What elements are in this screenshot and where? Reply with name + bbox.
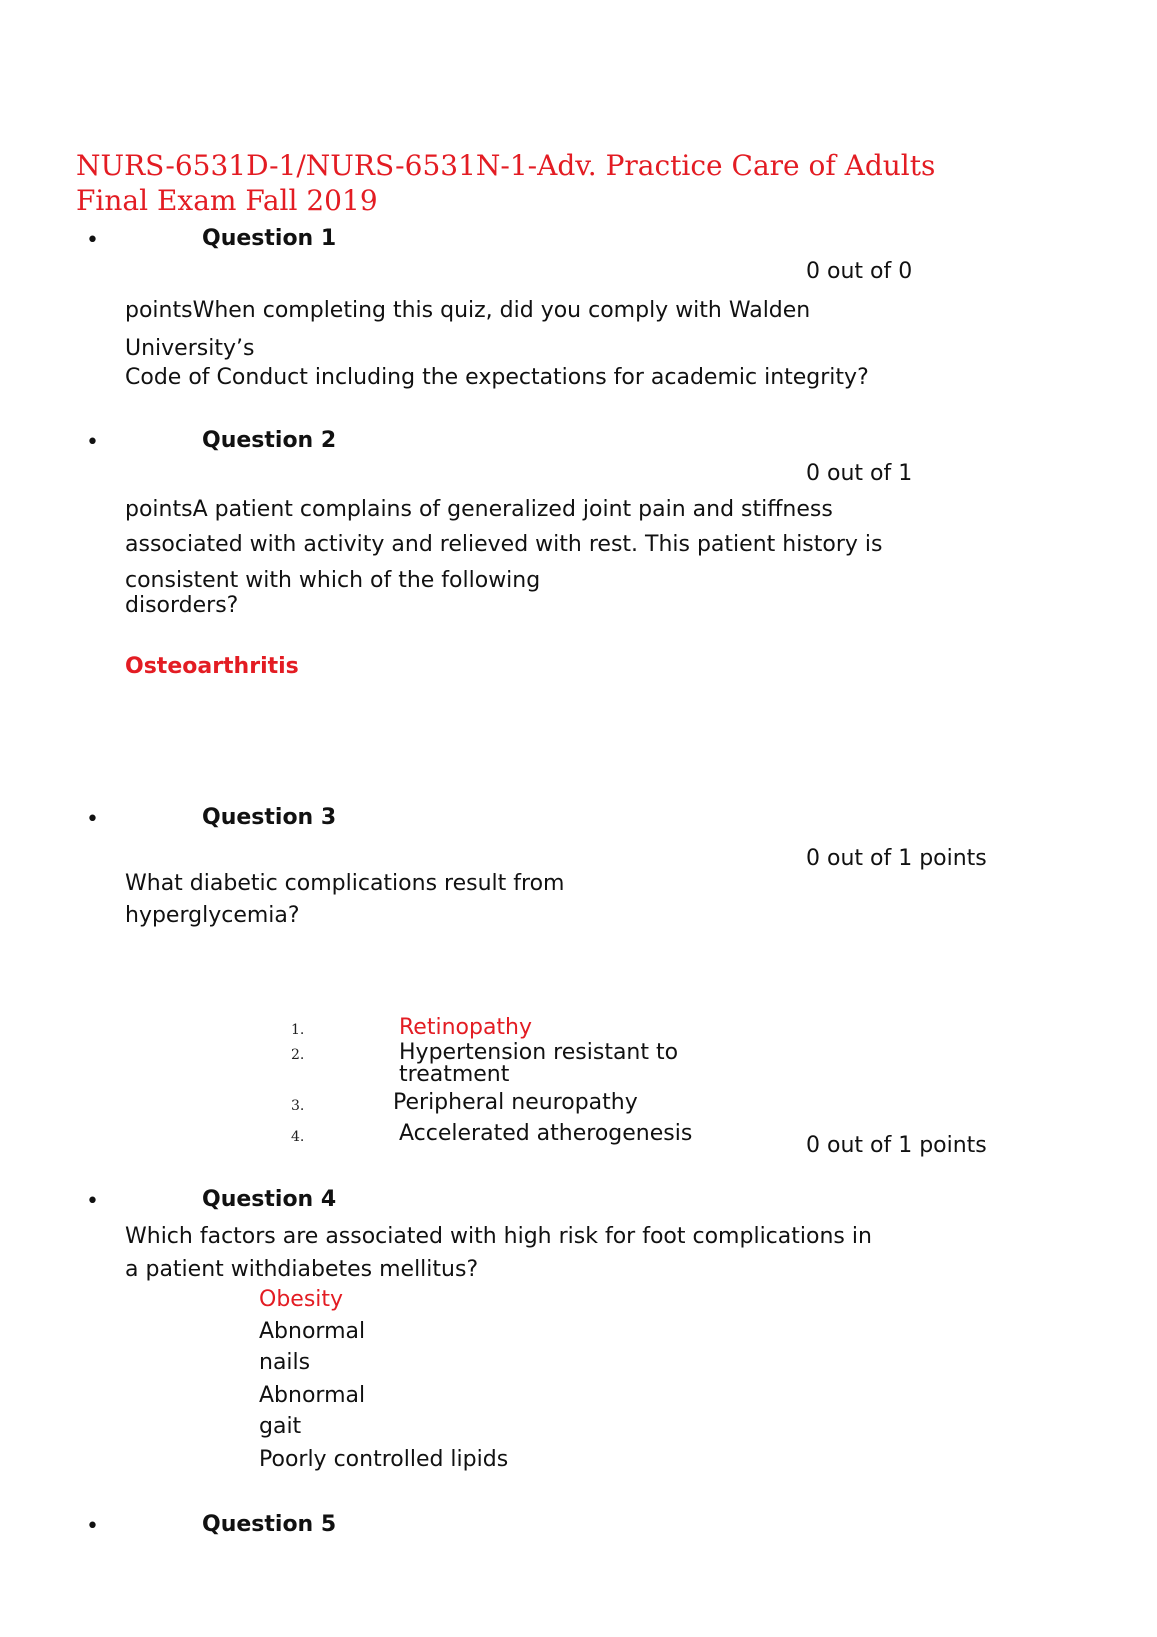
question-2-heading: Question 2 — [202, 428, 337, 453]
question-4-score: 0 out of 1 points — [806, 1133, 987, 1158]
question-2-text-line: consistent with which of the following — [125, 568, 541, 593]
question-3-score: 0 out of 1 points — [806, 846, 987, 871]
question-2-text-line: associated with activity and relieved with rest. This patient history is — [125, 532, 883, 557]
option-text: Obesity — [259, 1287, 344, 1312]
option-number: 2. — [291, 1047, 305, 1063]
option-number: 4. — [291, 1129, 305, 1145]
option-text: Peripheral neuropathy — [393, 1090, 638, 1115]
question-2-answer: Osteoarthritis — [125, 654, 299, 679]
question-3-text-line: hyperglycemia? — [125, 903, 300, 928]
question-1-score: 0 out of 0 — [806, 259, 913, 284]
option-text: Abnormal — [259, 1319, 366, 1344]
option-text: Hypertension resistant to — [399, 1040, 679, 1065]
question-1-text-line: Code of Conduct including the expectations for academic integrity? — [125, 365, 869, 390]
option-number: 1. — [291, 1022, 305, 1038]
question-3-text-line: What diabetic complications result from — [125, 871, 565, 896]
question-4-heading: Question 4 — [202, 1187, 337, 1212]
question-4-text-line: Which factors are associated with high risk for foot complications in — [125, 1224, 872, 1249]
option-number: 3. — [291, 1098, 305, 1114]
question-2-text-line: disorders? — [125, 593, 239, 618]
question-2-score: 0 out of 1 — [806, 461, 913, 486]
bullet-icon: • — [86, 228, 99, 253]
bullet-icon: • — [86, 1189, 99, 1214]
option-text: treatment — [399, 1062, 510, 1087]
document-title-line-2: Final Exam Fall 2019 — [76, 184, 378, 217]
bullet-icon: • — [86, 1514, 99, 1539]
option-text: Retinopathy — [399, 1015, 533, 1040]
option-text: gait — [259, 1414, 302, 1439]
question-3-heading: Question 3 — [202, 805, 337, 830]
option-text: Abnormal — [259, 1383, 366, 1408]
question-2-text-line: pointsA patient complains of generalized joint pain and stiffness — [125, 497, 833, 522]
option-text: Poorly controlled lipids — [259, 1447, 509, 1472]
question-5-heading: Question 5 — [202, 1512, 337, 1537]
option-text: nails — [259, 1350, 311, 1375]
bullet-icon: • — [86, 807, 99, 832]
question-1-text-line: pointsWhen completing this quiz, did you comply with Walden — [125, 298, 811, 323]
document-title-line-1: NURS-6531D-1/NURS-6531N-1-Adv. Practice Care of Adults — [76, 149, 936, 182]
bullet-icon: • — [86, 430, 99, 455]
question-1-heading: Question 1 — [202, 226, 337, 251]
option-text: Accelerated atherogenesis — [399, 1121, 693, 1146]
question-1-text-line: University’s — [125, 336, 255, 361]
question-4-text-line: a patient withdiabetes mellitus? — [125, 1257, 479, 1282]
